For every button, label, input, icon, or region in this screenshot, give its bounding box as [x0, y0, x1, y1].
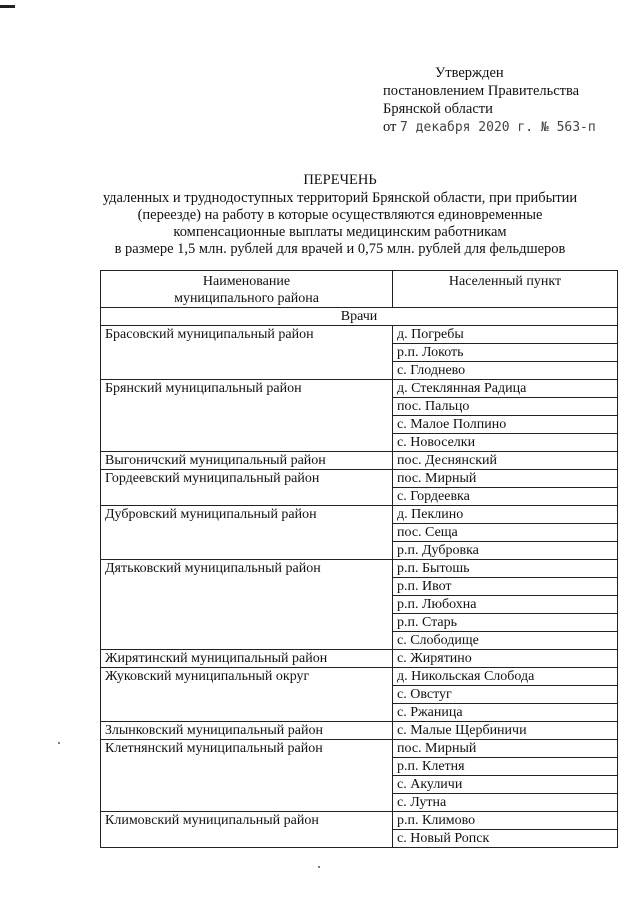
settlement-cell: пос. Пальцо	[393, 398, 618, 416]
settlement-cell: пос. Мирный	[393, 740, 618, 758]
district-cell: Брянский муниципальный район	[101, 380, 393, 452]
approval-line-2: постановлением Правительства	[383, 83, 580, 99]
approval-date	[383, 118, 633, 137]
settlement-cell: р.п. Дубровка	[393, 542, 618, 560]
territories-table	[100, 270, 618, 848]
district-cell: Гордеевский муниципальный район	[101, 470, 393, 506]
settlement-cell: д. Никольская Слобода	[393, 668, 618, 686]
header-district-line-2: муниципального района	[174, 291, 319, 306]
settlement-cell: с. Малые Щербиничи	[393, 722, 618, 740]
scan-mark	[0, 5, 15, 8]
table-row	[101, 560, 618, 578]
table-row	[101, 650, 618, 668]
settlement-cell: р.п. Старь	[393, 614, 618, 632]
title-line-3: компенсационные выплаты медицинским работникам	[173, 224, 507, 240]
header-settlement: Населенный пункт	[393, 271, 618, 308]
district-cell: Дубровский муниципальный район	[101, 506, 393, 560]
table-row	[101, 812, 618, 830]
settlement-cell: с. Жирятино	[393, 650, 618, 668]
settlement-cell: д. Стеклянная Радица	[393, 380, 618, 398]
approval-line-1: Утвержден	[435, 65, 504, 81]
table-row	[101, 452, 618, 470]
table-row	[101, 722, 618, 740]
approval-block	[383, 64, 633, 137]
district-cell: Жуковский муниципальный округ	[101, 668, 393, 722]
district-cell: Злынковский муниципальный район	[101, 722, 393, 740]
document-title	[90, 172, 590, 258]
settlement-cell: с. Гордеевка	[393, 488, 618, 506]
settlement-cell: с. Малое Полпино	[393, 416, 618, 434]
settlement-cell: с. Ржаница	[393, 704, 618, 722]
header-district	[101, 271, 393, 308]
district-cell: Дятьковский муниципальный район	[101, 560, 393, 650]
settlement-cell: р.п. Локоть	[393, 344, 618, 362]
table-header-row	[101, 271, 618, 308]
district-cell: Выгоничский муниципальный район	[101, 452, 393, 470]
scan-speck	[58, 742, 60, 744]
settlement-cell: пос. Деснянский	[393, 452, 618, 470]
district-cell: Климовский муниципальный район	[101, 812, 393, 848]
table-row	[101, 326, 618, 344]
settlement-cell: пос. Сеща	[393, 524, 618, 542]
table-row	[101, 506, 618, 524]
title-line-4: в размере 1,5 млн. рублей для врачей и 0,75 млн. рублей для фельдшеров	[114, 241, 566, 257]
approval-line-3: Брянской области	[383, 101, 493, 117]
settlement-cell: р.п. Любохна	[393, 596, 618, 614]
scan-speck	[318, 866, 320, 868]
district-cell: Брасовский муниципальный район	[101, 326, 393, 380]
settlement-cell: с. Слободище	[393, 632, 618, 650]
district-cell: Клетнянский муниципальный район	[101, 740, 393, 812]
settlement-cell: р.п. Клетня	[393, 758, 618, 776]
approval-date-prefix: от	[383, 119, 397, 135]
section-label: Врачи	[101, 308, 618, 326]
settlement-cell: д. Пеклино	[393, 506, 618, 524]
settlement-cell: с. Новый Ропск	[393, 830, 618, 848]
section-row	[101, 308, 618, 326]
table-row	[101, 470, 618, 488]
settlement-cell: с. Акуличи	[393, 776, 618, 794]
table-row	[101, 740, 618, 758]
header-district-line-1: Наименование	[202, 274, 291, 289]
title-heading: ПЕРЕЧЕНЬ	[303, 172, 377, 188]
table-row	[101, 668, 618, 686]
settlement-cell: пос. Мирный	[393, 470, 618, 488]
settlement-cell: р.п. Климово	[393, 812, 618, 830]
table-row	[101, 380, 618, 398]
settlement-cell: р.п. Бытошь	[393, 560, 618, 578]
settlement-cell: с. Лутна	[393, 794, 618, 812]
settlement-cell: д. Погребы	[393, 326, 618, 344]
district-cell: Жирятинский муниципальный район	[101, 650, 393, 668]
settlement-cell: с. Новоселки	[393, 434, 618, 452]
settlement-cell: с. Овстуг	[393, 686, 618, 704]
settlement-cell: р.п. Ивот	[393, 578, 618, 596]
settlement-cell: с. Глоднево	[393, 362, 618, 380]
title-line-2: (переезде) на работу в которые осуществляются единовременные	[137, 207, 543, 223]
approval-date-stamp: 7 декабря 2020 г. № 563-п	[400, 120, 596, 135]
title-line-1: удаленных и труднодоступных территорий Брянской области, при прибытии	[102, 190, 578, 206]
